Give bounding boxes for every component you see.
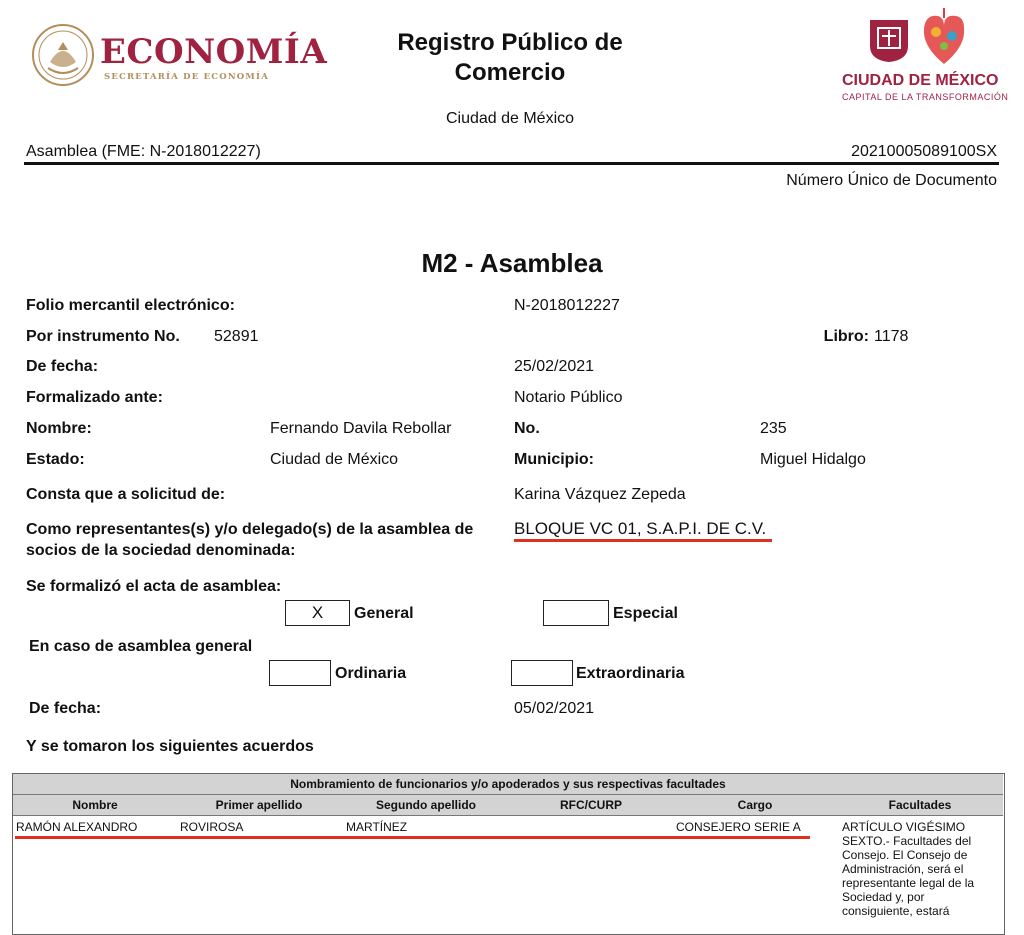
- extraordinaria-label: Extraordinaria: [576, 665, 685, 682]
- fecha-label: De fecha:: [26, 358, 99, 375]
- column-header-cargo: Cargo: [737, 798, 773, 812]
- ordinaria-label: Ordinaria: [335, 665, 407, 682]
- libro-value: 1178: [874, 328, 909, 345]
- column-header-nombre: Nombre: [72, 798, 118, 812]
- heart-icon: [918, 6, 970, 68]
- column-header-primer-apellido: Primer apellido: [215, 798, 303, 812]
- document-number: 20210005089100SX: [851, 143, 997, 160]
- especial-checkbox[interactable]: [543, 600, 609, 626]
- column-header-segundo-apellido: Segundo apellido: [375, 798, 476, 812]
- formalizado-label: Formalizado ante:: [26, 389, 163, 406]
- representantes-label-line1: Como representantes(s) y/o delegado(s) de la asamblea de: [26, 521, 474, 538]
- fme-reference: Asamblea (FME: N-2018012227): [26, 143, 261, 160]
- nombre-value: Fernando Davila Rebollar: [270, 420, 452, 437]
- row-facultades: ARTÍCULO VIGÉSIMO SEXTO.- Facultades del Consejo. El Consejo de Administración, será el representante legal de la Sociedad y, por consiguiente, estará: [842, 820, 975, 918]
- notario-no-label: No.: [514, 420, 540, 437]
- fecha-asamblea-value: 05/02/2021: [514, 700, 595, 717]
- general-label: General: [354, 605, 414, 622]
- municipio-label: Municipio:: [514, 451, 594, 468]
- sociedad-value: BLOQUE VC 01, S.A.P.I. DE C.V.: [514, 519, 767, 538]
- general-checkbox[interactable]: X: [285, 600, 350, 626]
- column-header-facultades: Facultades: [888, 798, 952, 812]
- folio-label: Folio mercantil electrónico:: [26, 297, 235, 314]
- instrumento-value: 52891: [214, 328, 259, 345]
- formalizo-label: Se formalizó el acta de asamblea:: [26, 578, 282, 595]
- libro-label-text: Libro:: [823, 328, 869, 345]
- document-number-caption: Número Único de Documento: [786, 172, 997, 189]
- nombre-label: Nombre:: [26, 420, 92, 437]
- extraordinaria-checkbox[interactable]: [511, 660, 573, 686]
- instrumento-label: Por instrumento No.: [26, 328, 180, 345]
- document-title: Registro Público de Comercio: [397, 29, 623, 86]
- cdmx-shield-icon: [866, 16, 912, 64]
- ordinaria-checkbox[interactable]: [269, 660, 331, 686]
- acuerdos-label: Y se tomaron los siguientes acuerdos: [26, 738, 314, 755]
- row-highlight: [15, 836, 810, 839]
- sociedad-highlight: [514, 539, 772, 542]
- especial-label: Especial: [613, 605, 678, 622]
- caso-label: En caso de asamblea general: [29, 638, 253, 655]
- libro-label: [824, 328, 869, 346]
- row-segundo-apellido: MARTÍNEZ: [346, 820, 408, 834]
- consta-label: Consta que a solicitud de:: [26, 486, 226, 503]
- column-header-rfc-curp: RFC/CURP: [560, 798, 622, 812]
- notario-no-value: 235: [760, 420, 787, 437]
- municipio-value: Miguel Hidalgo: [760, 451, 866, 468]
- folio-value: N-2018012227: [514, 297, 620, 314]
- economia-wordmark: ECONOMÍA: [100, 32, 328, 72]
- cdmx-subtitle: CAPITAL DE LA TRANSFORMACIÓN: [842, 92, 1009, 102]
- fecha-value: 25/02/2021: [514, 358, 595, 375]
- estado-label: Estado:: [26, 451, 85, 468]
- document-city: Ciudad de México: [445, 110, 575, 127]
- consta-value: Karina Vázquez Zepeda: [514, 486, 686, 503]
- row-primer-apellido: ROVIROSA: [180, 820, 244, 834]
- form-heading: M2 - Asamblea: [421, 248, 603, 278]
- cdmx-logo: [866, 14, 986, 70]
- row-cargo: CONSEJERO SERIE A: [676, 820, 801, 834]
- economia-subtitle: SECRETARÍA DE ECONOMÍA: [104, 72, 269, 82]
- table-title: Nombramiento de funcionarios y/o apoderados y sus respectivas facultades: [13, 774, 1003, 795]
- formalizado-value: Notario Público: [514, 389, 623, 406]
- estado-value: Ciudad de México: [270, 451, 399, 468]
- representantes-label-line2: socios de la sociedad denominada:: [26, 542, 296, 559]
- cdmx-wordmark: CIUDAD DE MÉXICO: [842, 72, 999, 89]
- header-divider: [24, 162, 999, 165]
- fecha-asamblea-label: De fecha:: [29, 700, 102, 717]
- national-seal-icon: [30, 22, 96, 88]
- row-nombre: RAMÓN ALEXANDRO: [16, 820, 138, 834]
